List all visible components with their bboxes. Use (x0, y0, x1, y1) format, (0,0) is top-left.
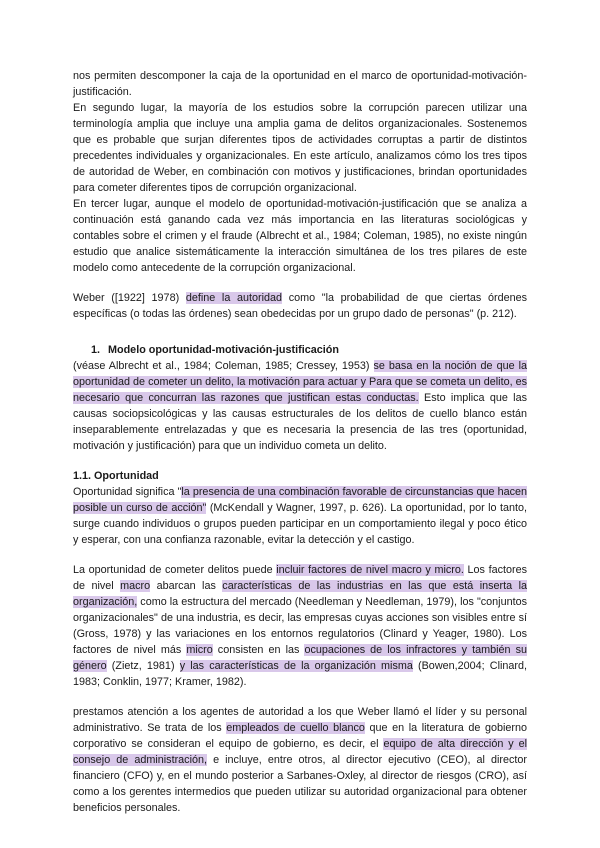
highlight-define-autoridad: define la autoridad (185, 292, 283, 304)
paragraph-opportunity: Oportunidad significa "la presencia de una combinación favorable de circunstancias que hacen posible un curso de acción" (McKendall y Wagner, 1997, p. 626). La oportunidad, por lo tanto, surge cuando individuos o grupos pueden participar en un comportamiento ilegal y poco ético y esperar, con una confianza razonable, evitar la detección y el castigo. (73, 486, 527, 546)
highlight-micro: micro (186, 644, 213, 656)
highlight-macro: macro (120, 580, 151, 592)
paragraph-macro-micro: La oportunidad de cometer delitos puede incluir factores de nivel macro y micro. Los factores de nivel macro abarcan las características de las industrias en las que está inserta la organización, como la estructura del mercado (Needleman y Needleman, 1979), los "conjuntos organizacionales" de una industria, es decir, las empresas cuyas acciones son visibles entre sí (Gross, 1978) y las variaciones en los entornos regulatorios (Clinard y Yeager, 1980). Los factores de nivel más micro consisten en las ocupaciones de los infractores y también su género (Zietz, 1981) y las características de la organización misma (Bowen,2004; Clinard, 1983; Conklin, 1977; Kramer, 1982). (73, 564, 527, 688)
highlight-industry-characteristics: características de las industrias en las que está inserta la organización, (73, 580, 527, 608)
paragraph-model: (véase Albrecht et al., 1984; Coleman, 1985; Cressey, 1953) se basa en la noción de que la oportunidad de cometer un delito, la motivación para actuar y Para que se cometa un delito, es necesario que concurran las razones que justifican estas conductas. Esto implica que las causas sociopsicológicas y las causas estructurales de los delitos de cuello blanco están inseparablemente entrelazadas y que es necesaria la presencia de las tres (oportunidad, motivación y justificación) para que un individuo cometa un delito. (73, 360, 527, 452)
highlight-opportunity-definition: la presencia de una combinación favorable de circunstancias que hacen posible un curso de acción" (73, 486, 527, 514)
highlight-organization-characteristics: y las características de la organización misma (179, 660, 413, 672)
paragraph-authority-agents: prestamos atención a los agentes de autoridad a los que Weber llamó el líder y su personal administrativo. Se trata de los empleados de cuello blanco que en la literatura de gobierno corporativo se consideran el equipo de gobierno, es decir, el equipo de alta dirección y el consejo de administración, e incluye, entre otros, al director ejecutivo (CEO), al director financiero (CFO) y, en el mundo posterior a Sarbanes-Oxley, al director de riesgos (CRO), así como a los gerentes intermedios que pueden utilizar su autoridad organizacional para obtener beneficios personales. (73, 706, 528, 814)
highlight-white-collar-employees: empleados de cuello blanco (226, 722, 365, 734)
section-number: 1. (91, 344, 101, 356)
highlight-model-notion: se basa en la noción de que la oportunidad de cometer un delito, la motivación para actuar y Para que se cometa un delito, es necesario que concurran las razones que justifican estas conductas. (73, 360, 527, 404)
section-title: Modelo oportunidad-motivación-justificación (108, 344, 339, 356)
paragraph-intro: nos permiten descomponer la caja de la oportunidad en el marco de oportunidad-motivación-justificación. (73, 70, 527, 98)
paragraph-weber-definition: Weber ([1922] 1978) define la autoridad como "la probabilidad de que ciertas órdenes específicas (o todas las órdenes) sean obedecidas por un grupo dado de personas" (p. 212). (73, 292, 528, 320)
paragraph-third-point: En tercer lugar, aunque el modelo de oportunidad-motivación-justificación que se analiza a continuación está ganando cada vez más importancia en las literaturas sociológicas y contables sobre el crimen y el fraude (Albrecht et al., 1984; Coleman, 1985), no existe ningún estudio que analice sistemáticamente la interacción simultánea de los tres pilares de este modelo como antecedente de la corrupción organizacional. (73, 198, 527, 274)
paragraph-second-point: En segundo lugar, la mayoría de los estudios sobre la corrupción parecen utilizar una terminología amplia que incluye una amplia gama de delitos organizacionales. Sostenemos que es probable que surjan diferentes tipos de actividades corruptas a partir de distintos precedentes individuales y organizacionales. En este artículo, analizamos cómo los tres tipos de autoridad de Weber, en combinación con motivos y justificaciones, brindan oportunidades para cometer diferentes tipos de corrupción organizacional. (73, 102, 527, 194)
section-heading-1-1: 1.1. Oportunidad (73, 470, 159, 482)
section-heading-1 (73, 342, 527, 358)
highlight-top-management-board: equipo de alta dirección y el consejo de administración, (73, 738, 527, 766)
highlight-occupations-gender: ocupaciones de los infractores y también su género (73, 644, 527, 672)
highlight-macro-micro: incluir factores de nivel macro y micro. (276, 564, 464, 576)
